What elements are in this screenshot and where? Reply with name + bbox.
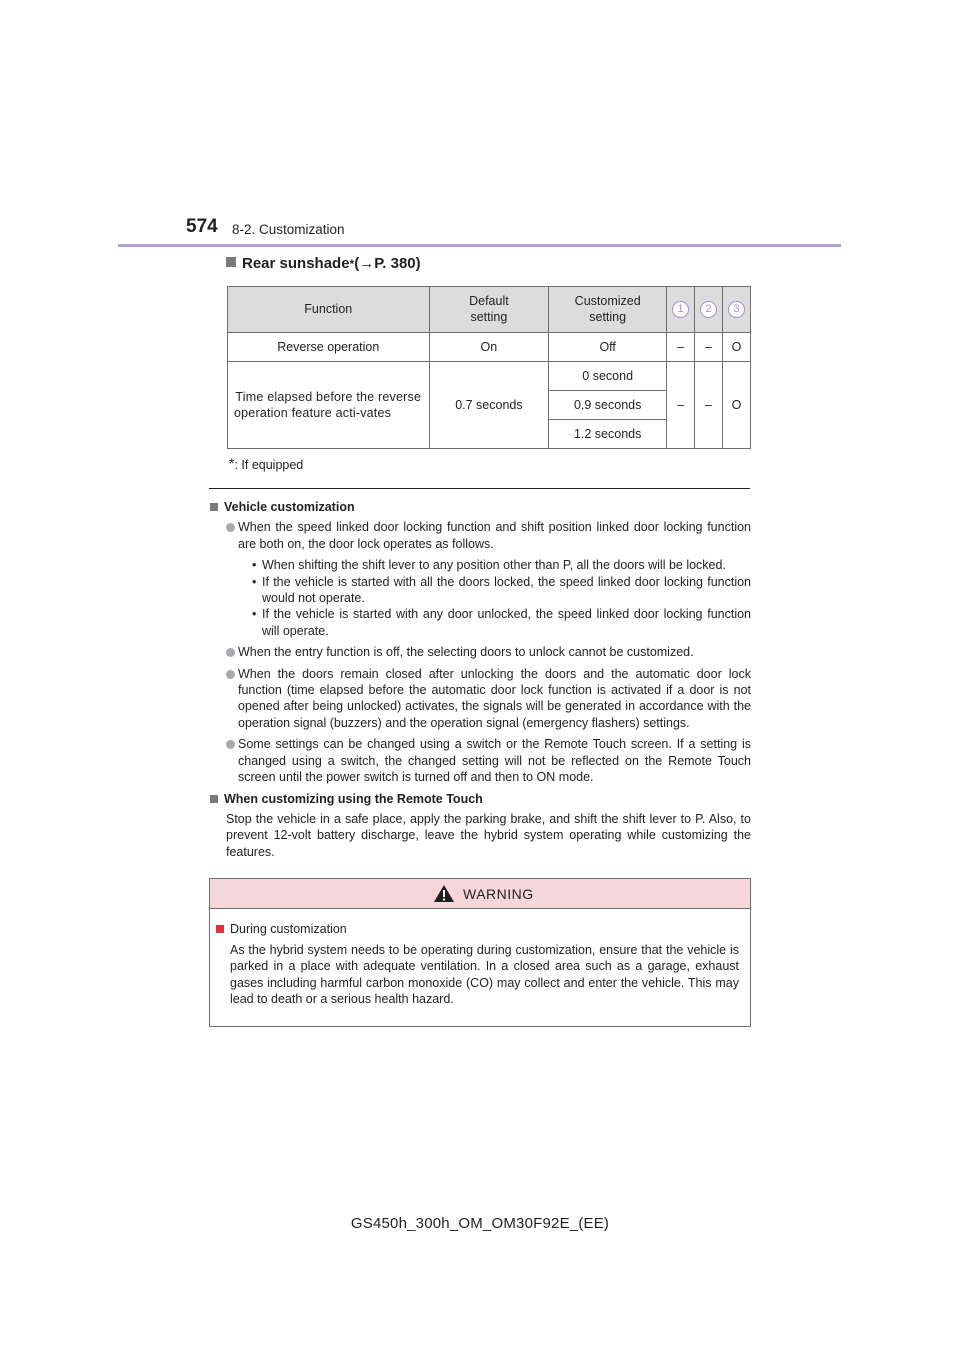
circle-3-icon: 3 xyxy=(728,301,745,318)
heading-title: Rear sunshade xyxy=(242,255,350,272)
cell-method-2: – xyxy=(695,333,723,362)
table-header-row xyxy=(228,287,751,333)
settings-table xyxy=(227,286,751,449)
notes-section xyxy=(210,499,751,860)
heading-page-ref[interactable]: (→P. 380) xyxy=(354,255,421,272)
sub-list-item: • If the vehicle is started with any door unlocked, the speed linked door locking function will operate. xyxy=(252,607,751,638)
header-method-3 xyxy=(722,287,750,333)
page-header xyxy=(186,216,846,246)
table-row xyxy=(228,333,751,362)
cell-customized-option: 0.9 seconds xyxy=(549,391,667,420)
warning-header-bar xyxy=(210,879,750,909)
warning-title: WARNING xyxy=(463,886,534,902)
remote-touch-text: Stop the vehicle in a safe place, apply the parking brake, and shift the shift lever to P. Also, to prevent 12-volt battery discharge, leave the hybrid system operating while customizing the features. xyxy=(226,811,751,859)
header-method-2 xyxy=(695,287,723,333)
table-row xyxy=(228,362,751,391)
bullet-dot-icon xyxy=(226,648,235,657)
warning-subheading: During customization xyxy=(216,922,347,936)
red-square-bullet-icon xyxy=(216,925,224,933)
sub-list-item: • When shifting the shift lever to any position other than P, all the doors will be locked. xyxy=(252,558,726,573)
circle-1-icon: 1 xyxy=(672,301,689,318)
header-rule xyxy=(118,244,841,247)
square-bullet-icon xyxy=(210,795,218,803)
warning-text: As the hybrid system needs to be operating during customization, ensure that the vehicle is parked in a place with adequate ventilation. In a closed area such as a garage, exhaust gases including harmful carbon monoxide (CO) may collect and enter the vehicle. This may lead to death or a serious health hazard. xyxy=(230,943,739,1007)
cell-method-2: – xyxy=(695,362,723,449)
cell-function: Time elapsed before the reverse operation feature acti-vates xyxy=(228,362,430,449)
square-bullet-icon xyxy=(226,257,236,267)
cell-method-1: – xyxy=(667,333,695,362)
list-item: When the doors remain closed after unlocking the doors and the automatic door lock function (time elapsed before the automatic door lock function is activated if a door is not opened after being unlocked) activates, the signals will be generated in accordance with the operation signal (buzzers) and the operation signal (emergency flashers) settings. xyxy=(210,666,751,732)
warning-box xyxy=(209,878,751,1027)
header-function: Function xyxy=(228,287,430,333)
cell-customized-option: 1.2 seconds xyxy=(549,420,667,449)
vehicle-customization-heading: Vehicle customization xyxy=(210,499,751,515)
square-bullet-icon xyxy=(210,503,218,511)
header-method-1 xyxy=(667,287,695,333)
cell-method-1: – xyxy=(667,362,695,449)
cell-method-3: O xyxy=(722,333,750,362)
section-title: 8-2. Customization xyxy=(232,222,345,237)
bullet-dot-icon xyxy=(226,670,235,679)
list-item: When the speed linked door locking function and shift position linked door locking function are both on, the door lock operates as follows. xyxy=(210,519,751,552)
cell-default: On xyxy=(429,333,549,362)
sub-list-item: • If the vehicle is started with all the doors locked, the speed linked door locking function would not operate. xyxy=(252,574,751,606)
heading-star: * xyxy=(349,257,355,271)
cell-method-3: O xyxy=(722,362,750,449)
divider xyxy=(209,488,750,489)
document-code: GS450h_300h_OM_OM30F92E_(EE) xyxy=(350,1215,610,1232)
bullet-dot-icon xyxy=(226,523,235,532)
cell-customized-option: 0 second xyxy=(549,362,667,391)
cell-customized: Off xyxy=(549,333,667,362)
header-default: Default setting xyxy=(429,287,549,333)
page-number: 574 xyxy=(186,216,218,237)
remote-touch-heading: When customizing using the Remote Touch xyxy=(210,791,751,807)
cell-function: Reverse operation xyxy=(228,333,430,362)
list-item: When the entry function is off, the selecting doors to unlock cannot be customized. xyxy=(210,644,751,660)
bullet-dot-icon xyxy=(226,740,235,749)
cell-default: 0.7 seconds xyxy=(429,362,549,449)
footnote: *: If equipped xyxy=(229,455,304,472)
circle-2-icon: 2 xyxy=(700,301,717,318)
rear-sunshade-heading xyxy=(226,255,421,272)
header-customized: Customized setting xyxy=(549,287,667,333)
warning-triangle-icon xyxy=(433,884,455,903)
list-item: Some settings can be changed using a switch or the Remote Touch screen. If a setting is changed using a switch, the changed setting will not be reflected on the Remote Touch screen until the power switch is turned off and then to ON mode. xyxy=(210,736,751,785)
